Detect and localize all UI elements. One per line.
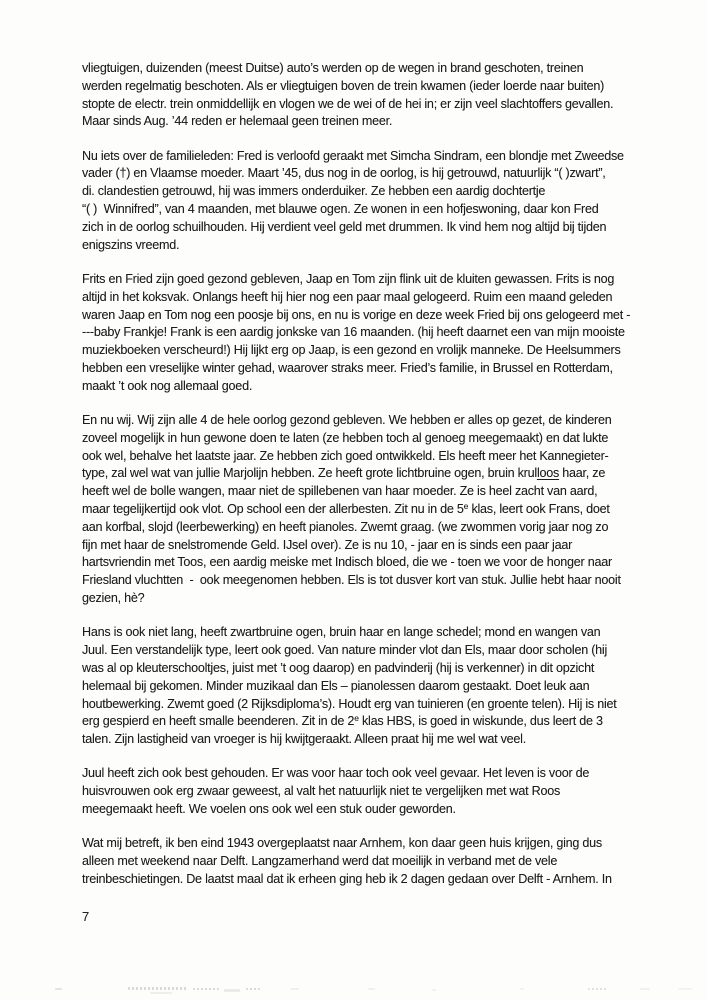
scan-artifact — [224, 989, 240, 992]
text-line — [82, 501, 662, 519]
text-segment: erg gespierd en heeft smalle beenderen. Zit in de 2 — [82, 714, 355, 729]
scan-artifact — [55, 988, 62, 990]
scan-artifact — [678, 988, 692, 990]
text-line: heeft wel de bolle wangen, maar niet de spillebenen van haar moeder. Ze is heel zacht van aard, — [82, 484, 598, 499]
text-line: hartsvriendin met Toos, een aardig meiske met Indisch bloed, die we - toen we voor de honger naar — [82, 555, 612, 570]
text-line: houtbewerking. Zwemt goed (2 Rijksdiploma’s). Houdt erg van tuinieren (en groente telen). Hij is niet — [82, 696, 617, 711]
paragraph — [82, 148, 662, 255]
text-line: helemaal bij gekomen. Minder muzikaal dan Els – pianolessen daarom gestaakt. Doet leuk aan — [82, 678, 590, 693]
text-line: ook wel, behalve het laatste jaar. Ze hebben zich goed ontwikkeld. Els heeft meer het Kannegieter- — [82, 448, 609, 463]
scan-artifact — [588, 988, 608, 990]
text-line: En nu wij. Wij zijn alle 4 de hele oorlog gezond gebleven. We hebben er alles op gezet, de kinderen — [82, 413, 612, 428]
letter-body — [82, 60, 662, 905]
scan-artifact-row — [0, 984, 707, 998]
text-line: aan korfbal, slojd (leerbewerking) en heeft pianoles. Zwemt graag. (we zwommen vorig jaar nog zo — [82, 519, 609, 534]
text-line: vader (†) en Vlaamse moeder. Maart ’45, dus nog in de oorlog, is hij getrouwd, natuurlijk “( )zwart”, — [82, 166, 606, 181]
text-line: vliegtuigen, duizenden (meest Duitse) auto’s werden op de wegen in brand geschoten, treinen — [82, 61, 584, 75]
text-line: alleen met weekend naar Delft. Langzamerhand werd dat moeilijk in verband met de vele — [82, 854, 558, 869]
text-line: gezien, hè? — [82, 591, 145, 606]
page-number: 7 — [82, 909, 90, 924]
text-line: werden regelmatig beschoten. Als er vliegtuigen boven de trein kwamen (ieder loerde naar buiten) — [82, 78, 605, 93]
text-line: maakt ’t ook nog allemaal goed. — [82, 378, 253, 393]
text-line: enigszins vreemd. — [82, 237, 180, 252]
text-line: Juul. Een verstandelijk type, leert ook goed. Van nature minder vlot dan Els, maar door scholen (hij — [82, 643, 607, 658]
scan-artifact — [128, 987, 188, 990]
text-line — [82, 713, 662, 731]
superscript: e — [354, 713, 359, 724]
text-segment: klas HBS, is goed in wiskunde, dus leert de 3 — [358, 714, 603, 729]
paragraph — [82, 412, 662, 608]
text-segment: haar, ze — [559, 466, 606, 481]
text-line: waren Jaap en Tom nog een poosje bij ons, en nu is vorige en deze week Fried bij ons gelogeerd met - — [82, 307, 631, 322]
text-line: talen. Zijn lastigheid van vroeger is hij kwijtgeraakt. Alleen praat hij me wel wat veel. — [82, 732, 526, 747]
text-line: Frits en Fried zijn goed gezond gebleven, Jaap en Tom zijn flink uit de kluiten gewassen. Frits is nog — [82, 271, 615, 286]
paragraph — [82, 271, 662, 396]
scan-artifact — [193, 988, 219, 990]
text-segment: maar tegelijkertijd ook vlot. Op school een der allerbesten. Zit nu in de 5 — [82, 502, 464, 517]
text-line: altijd in het koksvak. Onlangs heeft hij hier nog een paar maal gelogeerd. Ruim een maand geleden — [82, 289, 613, 304]
text-segment: klas, leert ook Frans, doet — [468, 502, 610, 517]
scan-artifact — [246, 988, 260, 990]
text-segment: type, zal wel wat van jullie Marjolijn hebben. Ze heeft grote lichtbruine ogen, bruin krul — [82, 466, 537, 481]
paragraph — [82, 624, 662, 749]
underlined-text: loos — [536, 466, 560, 481]
text-line: huisvrouwen ook erg zwaar geweest, al valt het natuurlijk niet te vergelijken met wat Roos — [82, 784, 561, 799]
text-line: zoveel mogelijk in hun gewone doen te laten (ze hebben toch al genoeg meegemaakt) en dat lukte — [82, 430, 609, 445]
text-line: was al op kleuterschooltjes, juist met ’t oog daarop) en padvinderij (hij is verkenner) in dit opzicht — [82, 660, 595, 675]
scan-artifact — [520, 988, 524, 990]
text-line: fijn met haar de snelstromende Geld. IJsel over). Ze is nu 10, - jaar en is sinds een paar jaar — [82, 537, 573, 552]
scan-artifact — [150, 992, 172, 994]
text-line: ---baby Frankje! Frank is een aardig jonkske van 16 maanden. (hij heeft daarnet een van mijn mooiste — [82, 325, 625, 340]
text-line: meegemaakt heeft. We voelen ons ook wel een stuk ouder geworden. — [82, 801, 456, 816]
scan-artifact — [368, 988, 375, 990]
text-line — [82, 465, 662, 483]
text-line: Hans is ook niet lang, heeft zwartbruine ogen, bruin haar en lange schedel; mond en wangen van — [82, 625, 601, 640]
text-line: stopte de electr. trein onmiddellijk en vlogen we de wei of de hei in; er zijn veel slachtoffers gevallen. — [82, 96, 614, 111]
text-line: Wat mij betreft, ik ben eind 1943 overgeplaatst naar Arnhem, kon daar geen huis krijgen, ging dus — [82, 836, 602, 851]
paragraph — [82, 765, 662, 818]
text-line: hebben een vreselijke winter gehad, waarover straks meer. Fried’s familie, in Brussel en Rotterdam, — [82, 360, 613, 375]
text-line: “( ) Winnifred”, van 4 maanden, met blauwe ogen. Ze wonen in een hofjeswoning, daar kon Fred — [82, 202, 599, 217]
text-line: Maar sinds Aug. ’44 reden er helemaal geen treinen meer. — [82, 114, 393, 129]
text-line: di. clandestien getrouwd, hij was immers onderduiker. Ze hebben een aardig dochtertje — [82, 184, 546, 199]
text-line: Juul heeft zich ook best gehouden. Er was voor haar toch ook veel gevaar. Het leven is voor de — [82, 766, 590, 781]
scan-artifact — [640, 988, 650, 990]
text-line: treinbeschietingen. De laatst maal dat ik erheen ging heb ik 2 dagen gedaan over Delft - Arnhem. In — [82, 871, 612, 886]
text-line: Friesland vluchtten - ook meegenomen hebben. Els is tot dusver kort van stuk. Jullie hebt haar nooit — [82, 573, 621, 588]
superscript: e — [463, 501, 469, 512]
scan-artifact — [432, 989, 436, 991]
paragraph — [82, 60, 662, 131]
text-line: zich in de oorlog schuilhouden. Hij verdient veel geld met drummen. Ik vind hem nog altijd bij tijden — [82, 219, 607, 234]
paragraph — [82, 835, 662, 888]
text-line: muziekboeken verscheurd!) Hij lijkt erg op Jaap, is een gezond en vrolijk manneke. De Heelsummers — [82, 343, 621, 358]
scan-artifact — [290, 988, 299, 990]
text-line: Nu iets over de familieleden: Fred is verloofd geraakt met Simcha Sindram, een blondje met Zweedse — [82, 148, 624, 163]
